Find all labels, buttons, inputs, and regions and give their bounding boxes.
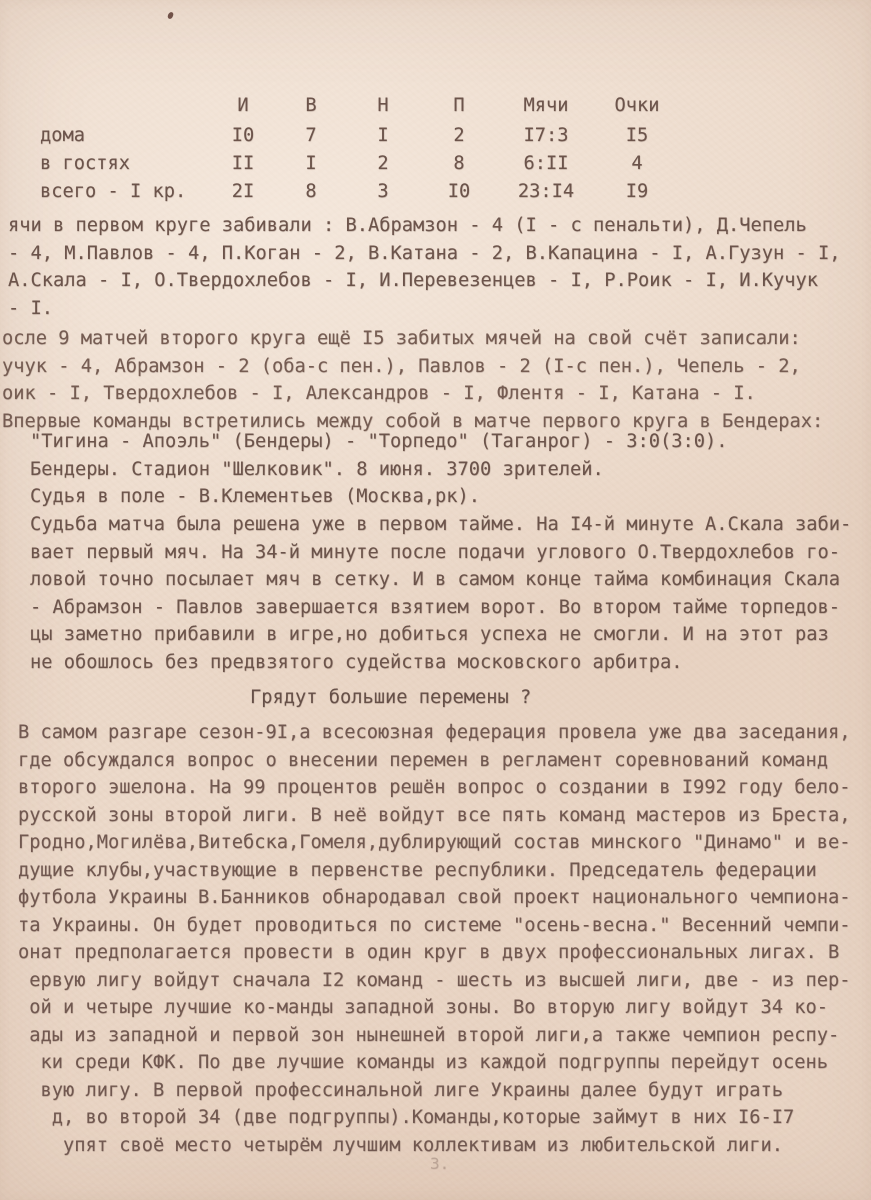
col-header-points: Очки xyxy=(614,95,660,116)
text-line: не обошлось без предвзятого судейства московского арбитра. xyxy=(30,651,683,673)
cell-games: 2I xyxy=(231,181,255,202)
text-line: дущие клубы,участвующие в первенстве республики. Председатель федерации xyxy=(18,859,817,881)
text-line: ады из западной и первой зон нынешней второй лиги,а также чемпион респу- xyxy=(18,1024,840,1046)
text-line: вает первый мяч. На 34-й минуте после подачи углового О.Твердохлебов го- xyxy=(30,541,841,563)
season-stats-table xyxy=(40,92,680,206)
cell-games: I0 xyxy=(231,125,255,146)
second-round-scorers-paragraph xyxy=(2,325,823,435)
col-header-draws: Н xyxy=(377,95,389,116)
cell-points: 4 xyxy=(631,153,643,174)
cell-losses: 2 xyxy=(453,125,465,146)
table-corner-cell xyxy=(40,92,210,120)
text-line: В самом разгаре сезон-9I,а всесоюзная федерация провела уже два заседания, xyxy=(18,722,851,743)
cell-losses: 8 xyxy=(453,153,465,174)
cell-games: II xyxy=(231,153,255,174)
text-line: второго эшелона. На 99 процентов решён вопрос о создании в I992 году бело- xyxy=(18,777,851,798)
text-line: "Тигина - Апоэль" (Бендеры) - "Торпедо" (Таганрог) - 3:0(3:0). xyxy=(30,431,728,452)
text-line: та Украины. Он будет проводиться по системе "осень-весна." Весенний чемпи- xyxy=(18,914,851,936)
cell-wins: 8 xyxy=(305,181,317,202)
text-line: русской зоны второй лиги. В неё войдут все пять команд мастеров из Бреста, xyxy=(18,804,851,826)
match-info-block xyxy=(30,428,728,511)
text-line: А.Скала - I, О.Твердохлебов - I, И.Перевезенцев - I, Р.Роик - I, И.Кучук xyxy=(8,270,819,291)
table-header-row xyxy=(40,92,680,120)
text-line: - Абрамзон - Павлов завершается взятием ворот. Во втором тайме торпедов- xyxy=(30,596,841,618)
text-line: Судьба матча была решена уже в первом тайме. На I4-й минуте А.Скала заби- xyxy=(30,514,852,535)
text-line: - 4, М.Павлов - 4, П.Коган - 2, В.Катана - 2, В.Капацина - I, А.Гузун - I, xyxy=(8,242,841,264)
text-line: д, во второй 34 (две подгруппы).Команды,которые займут в них I6-I7 xyxy=(18,1107,795,1128)
row-label: дома xyxy=(40,125,86,146)
text-line: - I. xyxy=(8,297,54,319)
cell-points: I9 xyxy=(625,181,649,202)
text-line: футбола Украины В.Банников обнародавал свой проект национального чемпиона- xyxy=(18,887,851,908)
text-line: Впервые команды встретились между собой в матче первого круга в Бендерах: xyxy=(2,410,824,432)
cell-goals: 6:II xyxy=(523,153,569,174)
cell-draws: 3 xyxy=(377,181,389,202)
text-line: вую лигу. В первой профессинальной лиге Украины далее будут играть xyxy=(18,1079,784,1101)
match-report-paragraph xyxy=(30,511,851,676)
text-line: упят своё место четырём лучшим коллективам из любительской лиги. xyxy=(18,1134,784,1156)
league-changes-article xyxy=(18,719,851,1159)
text-line: осле 9 матчей второго круга ещё I5 забитых мячей на свой счёт записали: xyxy=(2,328,801,349)
cell-losses: I0 xyxy=(447,181,471,202)
col-header-wins: В xyxy=(305,95,317,116)
col-header-losses: П xyxy=(453,95,465,116)
text-line: ловой точно посылает мяч в сетку. И в самом конце тайма комбинация Скала xyxy=(30,569,841,590)
table-row-away xyxy=(40,150,680,178)
cell-goals: I7:3 xyxy=(523,125,569,146)
table-row-total xyxy=(40,178,680,206)
row-label: в гостях xyxy=(40,153,131,174)
paper-speck xyxy=(167,11,174,19)
col-header-games: И xyxy=(237,95,249,116)
text-line: учук - 4, Абрамзон - 2 (оба-с пен.), Павлов - 2 (I-с пен.), Чепель - 2, xyxy=(2,355,801,377)
row-label: всего - I кр. xyxy=(40,181,187,202)
cell-wins: I xyxy=(305,153,317,174)
col-header-goals: Мячи xyxy=(523,95,569,116)
cell-points: I5 xyxy=(625,125,649,146)
text-line: где обсуждался вопрос о внесении перемен в регламент соревнований команд xyxy=(18,749,829,771)
cell-draws: 2 xyxy=(377,153,389,174)
page-number: 3. xyxy=(430,1154,450,1173)
cell-wins: 7 xyxy=(305,125,317,146)
text-line: Гродно,Могилёва,Витебска,Гомеля,дублирующий состав минского "Динамо" и ве- xyxy=(18,832,851,853)
table-row-home xyxy=(40,122,680,150)
cell-goals: 23:I4 xyxy=(517,181,575,202)
text-line: ой и четыре лучшие ко-манды западной зоны. Во вторую лигу войдут 34 ко- xyxy=(18,997,829,1018)
text-line: оик - I, Твердохлебов - I, Александров - I, Флентя - I, Катана - I. xyxy=(2,383,756,404)
text-line: ервую лигу войдут сначала I2 команд - шесть из высшей лиги, две - из пер- xyxy=(18,969,851,991)
text-line: ки среди КФК. По две лучшие команды из каждой подгруппы перейдут осень xyxy=(18,1052,829,1073)
text-line: ячи в первом круге забивали : В.Абрамзон - 4 (I - с пенальти), Д.Чепель xyxy=(8,215,807,236)
text-line: онат предполагается провести в один круг в двух профессиональных лигах. В xyxy=(18,942,840,963)
section-heading: Грядут большие перемены ? xyxy=(250,687,532,708)
cell-draws: I xyxy=(377,125,389,146)
text-line: Судья в поле - В.Клементьев (Москва,рк). xyxy=(30,486,481,507)
text-line: Бендеры. Стадион "Шелковик". 8 июня. 3700 зрителей. xyxy=(30,458,604,480)
text-line: цы заметно прибавили в игре,но добиться успеха не смогли. И на этот раз xyxy=(30,624,829,645)
first-round-scorers-paragraph xyxy=(8,212,841,322)
